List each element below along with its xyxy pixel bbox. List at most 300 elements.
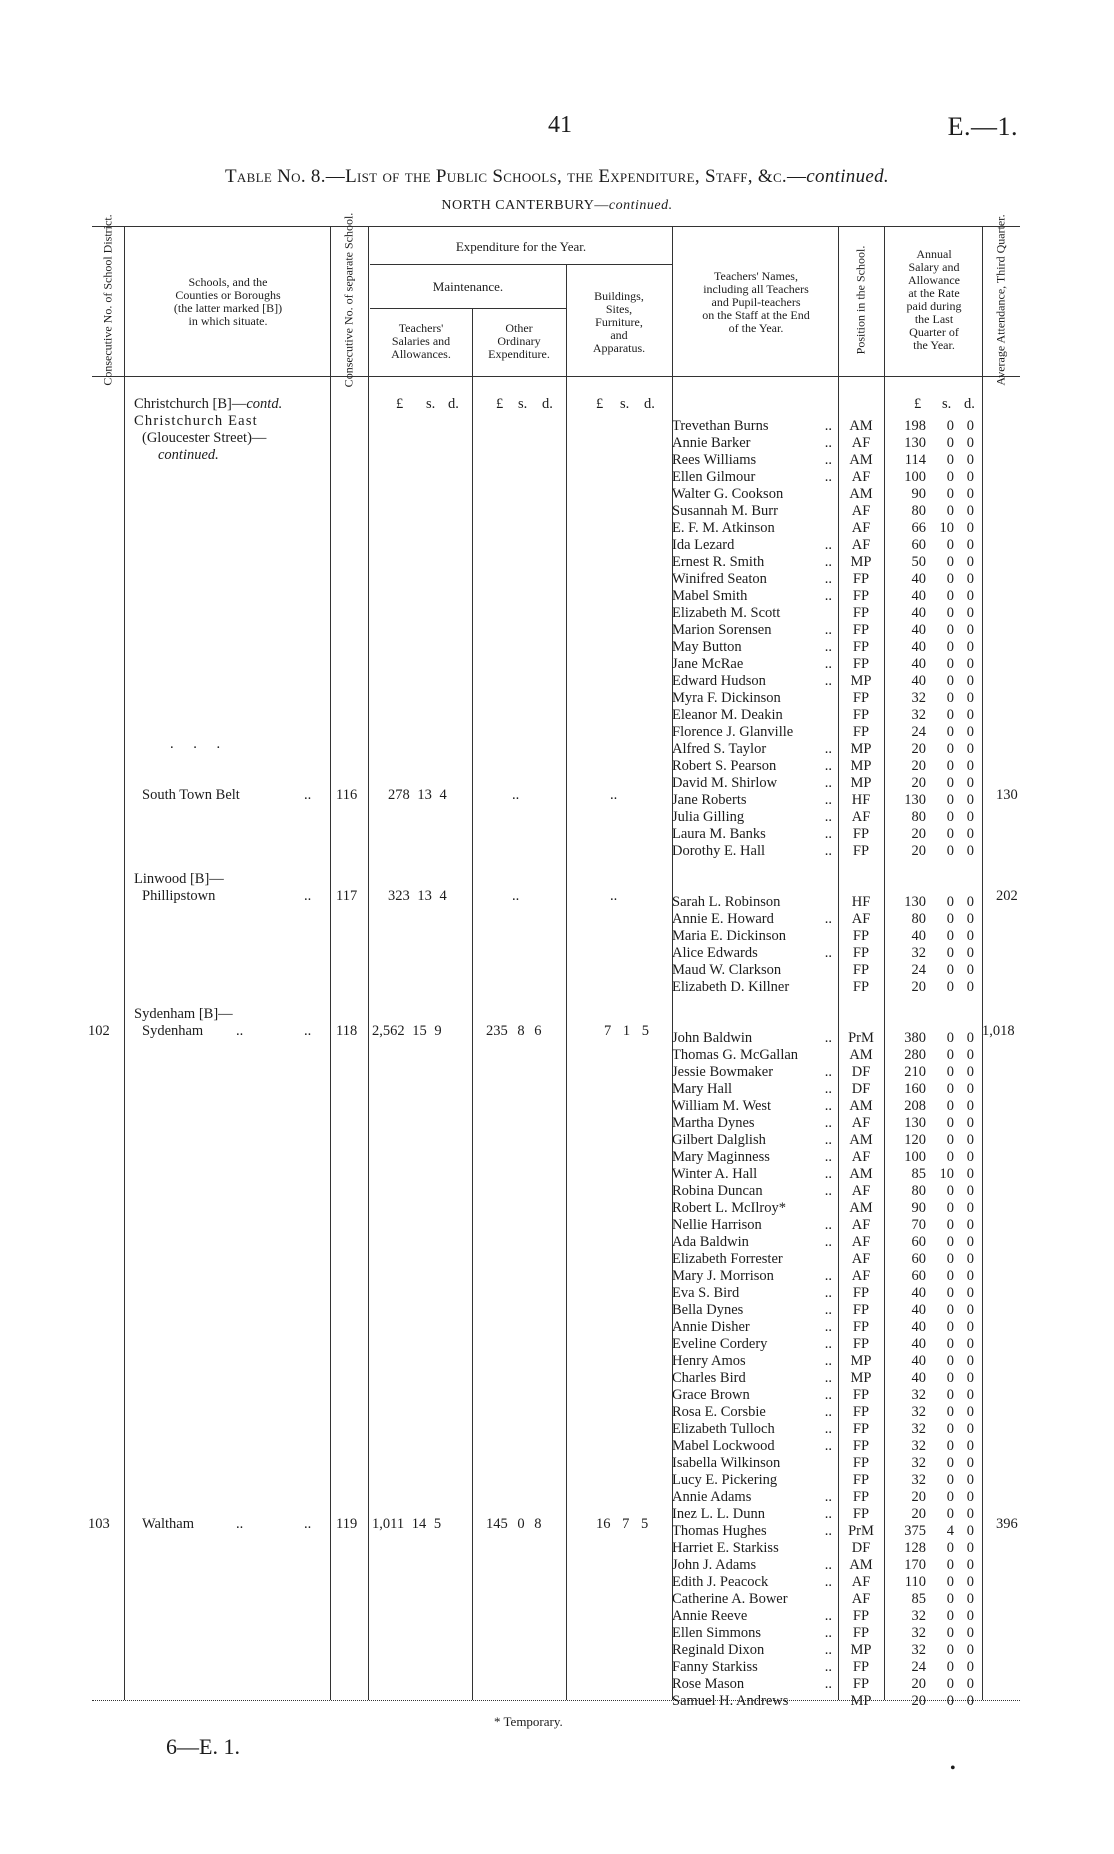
teacher-salary-pence: 0 — [966, 1115, 974, 1131]
teacher-salary-row — [886, 707, 978, 724]
teacher-salary-pounds: 130 — [904, 792, 926, 808]
teacher-name-row — [672, 639, 834, 656]
teacher-salary-row — [886, 1132, 978, 1149]
teacher-salary-pounds: 114 — [904, 452, 926, 468]
teacher-salary-pounds — [886, 860, 926, 877]
teacher-name-leader: .. — [824, 1353, 832, 1369]
teacher-name: Rose Mason — [672, 1676, 745, 1692]
teacher-salary-shillings: 0 — [946, 1030, 954, 1046]
teacher-salary-pence: 0 — [966, 639, 974, 655]
teacher-salary-row — [886, 1064, 978, 1081]
teacher-salary-shillings: 0 — [946, 741, 954, 757]
teacher-name: Edward Hudson — [672, 673, 766, 689]
teacher-salary-shillings: 0 — [946, 1302, 954, 1318]
teacher-salary-row — [886, 996, 978, 1013]
teacher-position: FP — [852, 843, 870, 859]
teacher-salary-shillings: 0 — [946, 605, 954, 621]
subtitle-region: NORTH CANTERBURY— — [441, 198, 609, 213]
teacher-name-leader: .. — [824, 418, 832, 434]
col-divider-2 — [330, 226, 331, 1700]
teacher-salary-shillings: 0 — [946, 911, 954, 927]
teacher-salary-row — [886, 656, 978, 673]
teacher-salary-pounds: 32 — [911, 1421, 926, 1437]
header-line: Apparatus. — [592, 341, 646, 355]
teacher-position: MP — [850, 775, 872, 791]
teacher-salary-shillings: 10 — [939, 1166, 954, 1182]
header-line: and — [610, 328, 628, 342]
teacher-name-leader: .. — [824, 843, 832, 859]
teacher-salary-row — [886, 1268, 978, 1285]
teacher-salary-pence: 0 — [966, 843, 974, 859]
teacher-name: Laura M. Banks — [672, 826, 766, 842]
teacher-position: AF — [851, 1149, 871, 1165]
teacher-salary-row — [886, 452, 978, 469]
teacher-name-row — [672, 945, 834, 962]
header-line: the Year. — [913, 338, 955, 352]
teacher-position: FP — [852, 962, 870, 978]
teacher-salary-pounds: 210 — [904, 1064, 926, 1080]
teacher-salary-pounds: 40 — [911, 656, 926, 672]
col-divider-7 — [838, 226, 839, 1700]
teacher-position: AM — [849, 1047, 873, 1063]
teacher-position: AF — [851, 1251, 871, 1267]
school-waltham: Waltham — [142, 1516, 194, 1532]
teacher-salary-shillings: 0 — [946, 1234, 954, 1250]
teacher-salary-row — [886, 503, 978, 520]
teacher-salary-pence: 0 — [966, 486, 974, 502]
teacher-position: AM — [849, 1166, 873, 1182]
school-christchurch-street: (Gloucester Street)— — [142, 430, 267, 446]
teacher-position: FP — [852, 1608, 870, 1624]
teacher-position — [840, 1013, 882, 1030]
teacher-position: FP — [852, 1302, 870, 1318]
teacher-salary-pounds — [886, 996, 926, 1013]
teacher-salary-shillings: 0 — [946, 690, 954, 706]
teacher-salary-shillings — [926, 1013, 954, 1030]
teacher-salary-pounds: 20 — [911, 1676, 926, 1692]
teacher-position: HF — [851, 792, 871, 808]
teacher-salary-pounds: 128 — [904, 1540, 926, 1556]
teacher-salary-pence: 0 — [966, 741, 974, 757]
header-line: Quarter of — [909, 325, 959, 339]
school-southtown-build: .. — [610, 787, 618, 803]
footnote: * Temporary. — [494, 1714, 563, 1729]
teacher-salary-shillings: 0 — [946, 1268, 954, 1284]
teacher-salary-row — [886, 554, 978, 571]
table-top-rule — [92, 226, 1020, 227]
teacher-salary-row — [886, 979, 978, 996]
teacher-salary-shillings: 0 — [946, 826, 954, 842]
teacher-name-row — [672, 1183, 834, 1200]
teacher-salary-pounds: 40 — [911, 1285, 926, 1301]
teacher-salary-shillings: 0 — [946, 1608, 954, 1624]
teacher-salary-pounds: 32 — [911, 1625, 926, 1641]
teacher-position: AM — [849, 452, 873, 468]
header-line: Allowance — [908, 273, 960, 287]
teacher-name-row — [672, 1489, 834, 1506]
header-line: Sites, — [605, 302, 633, 316]
header-line: Buildings, — [594, 289, 644, 303]
table-title — [0, 166, 1114, 188]
teacher-salary-shillings: 0 — [946, 554, 954, 570]
teacher-salary-pence: 0 — [966, 418, 974, 434]
teacher-salary-pounds: 85 — [911, 1591, 926, 1607]
teacher-name-row — [672, 1319, 834, 1336]
attendance-southtown: 130 — [996, 787, 1018, 803]
teacher-salary-row — [886, 537, 978, 554]
teacher-salary-pence: 0 — [966, 690, 974, 706]
teacher-name-row — [672, 1166, 834, 1183]
teacher-salary-pence: 0 — [966, 1200, 974, 1216]
teacher-salary-pounds: 40 — [911, 571, 926, 587]
teacher-salary-pence: 0 — [966, 1472, 974, 1488]
teacher-salary-row — [886, 588, 978, 605]
teacher-salary-shillings: 0 — [946, 1098, 954, 1114]
header-schools-line: (the latter marked [B]) — [173, 301, 283, 315]
teacher-salary-shillings: 0 — [946, 1353, 954, 1369]
teacher-name-leader: .. — [824, 1183, 832, 1199]
teacher-position: DF — [851, 1540, 871, 1556]
teacher-position: AF — [851, 469, 871, 485]
teacher-salary-shillings: 0 — [946, 1472, 954, 1488]
teacher-salary-row — [886, 435, 978, 452]
teacher-salary-pounds: 60 — [911, 1268, 926, 1284]
teacher-position: FP — [852, 1676, 870, 1692]
teacher-salary-shillings: 0 — [946, 1149, 954, 1165]
teacher-salary-row — [886, 469, 978, 486]
teacher-salary-row — [886, 418, 978, 435]
expenditure-rule — [370, 264, 672, 265]
teacher-position: FP — [852, 707, 870, 723]
teacher-salary-pence: 0 — [966, 1608, 974, 1624]
header-expenditure: Expenditure for the Year. — [455, 239, 587, 254]
school-christchurch-borough: Christchurch [B]— — [134, 396, 247, 412]
teacher-salary-pence: 0 — [966, 537, 974, 553]
header-line: Teachers' — [398, 321, 444, 335]
teacher-name-row — [672, 1506, 834, 1523]
teacher-salary-pence: 0 — [966, 1047, 974, 1063]
teacher-name-leader: .. — [824, 1421, 832, 1437]
teacher-salary-shillings: 0 — [946, 945, 954, 961]
teacher-name: Edith J. Peacock — [672, 1574, 769, 1590]
teacher-salary-pence: 0 — [966, 1489, 974, 1505]
teacher-salary-shillings: 0 — [946, 1659, 954, 1675]
teacher-name-row — [672, 673, 834, 690]
teacher-salary-shillings: 0 — [946, 1047, 954, 1063]
teacher-position: AM — [849, 1098, 873, 1114]
teacher-name-row — [672, 571, 834, 588]
teacher-salary-pounds: 32 — [911, 1438, 926, 1454]
teacher-salary-pounds: 24 — [911, 962, 926, 978]
teacher-name-row — [672, 724, 834, 741]
teacher-name-leader: .. — [824, 1115, 832, 1131]
teacher-salary-pounds — [886, 1013, 926, 1030]
teacher-name: Winifred Seaton — [672, 571, 767, 587]
teacher-salary-row — [886, 792, 978, 809]
teacher-salary-pounds: 50 — [911, 554, 926, 570]
teacher-salary-row — [886, 1370, 978, 1387]
teacher-salary-shillings: 0 — [946, 1693, 954, 1709]
teacher-salary-shillings: 0 — [946, 1115, 954, 1131]
teacher-position: FP — [852, 1659, 870, 1675]
teacher-salary-row — [886, 1540, 978, 1557]
col-divider-8 — [884, 226, 885, 1700]
teacher-name-row — [672, 690, 834, 707]
teacher-salary-pence: 0 — [966, 452, 974, 468]
teacher-salary-pence: 0 — [966, 1302, 974, 1318]
teacher-salary-pence: 0 — [966, 809, 974, 825]
teacher-salary-shillings: 0 — [946, 469, 954, 485]
teacher-salary-pence: 0 — [966, 503, 974, 519]
unit-teachers-s: s. — [426, 396, 436, 412]
teacher-salary-row — [886, 1115, 978, 1132]
teacher-name-leader: .. — [824, 571, 832, 587]
teacher-salary-shillings: 0 — [946, 452, 954, 468]
teacher-salary-row — [886, 1608, 978, 1625]
teacher-name-row — [672, 860, 834, 877]
teacher-salary-shillings: 0 — [946, 1404, 954, 1420]
teacher-salary-row — [886, 860, 978, 877]
teacher-name: Bella Dynes — [672, 1302, 744, 1318]
teacher-salary-row — [886, 1489, 978, 1506]
teacher-name-row — [672, 418, 834, 435]
teacher-salary-shillings: 0 — [946, 775, 954, 791]
teacher-name: Eva S. Bird — [672, 1285, 740, 1301]
teacher-name-row — [672, 1523, 834, 1540]
teacher-name-leader: .. — [824, 1404, 832, 1420]
teacher-salary-shillings: 0 — [946, 1540, 954, 1556]
teacher-salary-pounds — [886, 877, 926, 894]
unit-other-d: d. — [542, 396, 553, 412]
school-southtown-salaries: 278 13 4 — [388, 787, 447, 803]
teacher-salary-row — [886, 1149, 978, 1166]
school-waltham-dots-a: .. — [236, 1516, 244, 1532]
teacher-salary-pence: 0 — [966, 962, 974, 978]
teacher-name: Annie E. Howard — [672, 911, 774, 927]
header-line: the Last — [914, 312, 954, 326]
teacher-name-row — [672, 469, 834, 486]
teacher-name-row — [672, 1285, 834, 1302]
teacher-salary-pence — [954, 877, 974, 894]
teacher-name-row — [672, 1591, 834, 1608]
teacher-salary-shillings: 0 — [946, 1642, 954, 1658]
unit-build-l: £ — [596, 396, 604, 412]
teacher-name-leader: .. — [824, 1217, 832, 1233]
teacher-name-row — [672, 1217, 834, 1234]
teacher-salary-pounds: 32 — [911, 945, 926, 961]
teacher-salary-shillings: 0 — [946, 1336, 954, 1352]
teacher-name: Jane Roberts — [672, 792, 747, 808]
teacher-salary-pounds: 32 — [911, 1642, 926, 1658]
teacher-name-row — [672, 1557, 834, 1574]
teacher-name: Trevethan Burns — [672, 418, 769, 434]
teacher-name-leader: .. — [824, 792, 832, 808]
header-line: Annual — [916, 247, 952, 261]
teacher-name-row — [672, 1387, 834, 1404]
school-waltham-dots-b: .. — [304, 1516, 312, 1532]
school-linwood-other: .. — [512, 888, 520, 904]
teacher-position: FP — [852, 928, 870, 944]
teacher-name: Ellen Simmons — [672, 1625, 762, 1641]
attendance-linwood: 202 — [996, 888, 1018, 904]
teacher-name-row — [672, 1404, 834, 1421]
teacher-name: Dorothy E. Hall — [672, 843, 766, 859]
teacher-salary-row — [886, 1642, 978, 1659]
teacher-salary-pence: 0 — [966, 605, 974, 621]
teacher-salary-pounds: 375 — [904, 1523, 926, 1539]
teacher-salary-row — [886, 1319, 978, 1336]
teacher-salary-shillings: 0 — [946, 1489, 954, 1505]
teacher-name-leader: .. — [824, 826, 832, 842]
teacher-name-row — [672, 1676, 834, 1693]
teacher-position: FP — [852, 571, 870, 587]
teacher-salary-row — [886, 1013, 978, 1030]
teacher-position: FP — [852, 605, 870, 621]
col-divider-4 — [472, 308, 473, 1700]
header-line: Salaries and — [391, 334, 451, 348]
teacher-name-row — [672, 1455, 834, 1472]
teacher-name: Alice Edwards — [672, 945, 758, 961]
teacher-salary-row — [886, 1081, 978, 1098]
teacher-salary-pounds: 60 — [911, 1234, 926, 1250]
teacher-position: AM — [849, 1200, 873, 1216]
teacher-name: Eveline Cordery — [672, 1336, 768, 1352]
teacher-name: Harriet E. Starkiss — [672, 1540, 779, 1556]
teacher-salaries-column — [886, 418, 978, 1710]
teacher-salary-row — [886, 1404, 978, 1421]
teacher-name-leader: .. — [824, 775, 832, 791]
teacher-salary-pence: 0 — [966, 1387, 974, 1403]
teacher-salary-pounds: 40 — [911, 1336, 926, 1352]
teacher-salary-row — [886, 877, 978, 894]
teacher-salary-shillings: 0 — [946, 673, 954, 689]
header-line: at the Rate — [908, 286, 960, 300]
teacher-salary-pence — [954, 996, 974, 1013]
teacher-position: FP — [852, 588, 870, 604]
header-schools — [128, 276, 328, 328]
teacher-name-leader: .. — [824, 1557, 832, 1573]
teacher-name: David M. Shirlow — [672, 775, 778, 791]
teacher-salary-pence: 0 — [966, 1421, 974, 1437]
header-line: Other — [505, 321, 533, 335]
teacher-name-row — [672, 843, 834, 860]
teacher-position: DF — [851, 1081, 871, 1097]
header-line: and Pupil-teachers — [711, 295, 801, 309]
teacher-salary-shillings: 0 — [946, 1557, 954, 1573]
teacher-salary-pence: 0 — [966, 520, 974, 536]
teacher-salary-row — [886, 1047, 978, 1064]
teacher-salary-pounds: 40 — [911, 1353, 926, 1369]
teacher-salary-pounds: 32 — [911, 707, 926, 723]
teacher-salary-row — [886, 962, 978, 979]
teacher-salary-pence: 0 — [966, 1268, 974, 1284]
teacher-position: AF — [851, 503, 871, 519]
header-schools-line: in which situate. — [188, 314, 268, 328]
teacher-position: FP — [852, 1438, 870, 1454]
teacher-name: Annie Disher — [672, 1319, 750, 1335]
teacher-name-row — [672, 1370, 834, 1387]
teacher-salary-row — [886, 1557, 978, 1574]
teacher-position: FP — [852, 979, 870, 995]
teacher-salary-pounds: 20 — [911, 758, 926, 774]
header-other-expenditure — [472, 322, 566, 361]
teacher-name-row — [672, 758, 834, 775]
header-teachers-salaries — [370, 322, 472, 361]
teacher-name: Annie Reeve — [672, 1608, 748, 1624]
teacher-name-row — [672, 1047, 834, 1064]
teacher-salary-pence: 0 — [966, 894, 974, 910]
teacher-position: AF — [851, 1183, 871, 1199]
teacher-name: Thomas Hughes — [672, 1523, 767, 1539]
teacher-name-leader: .. — [824, 1285, 832, 1301]
header-line: Furniture, — [595, 315, 643, 329]
teacher-salary-row — [886, 690, 978, 707]
teacher-salary-pounds: 130 — [904, 894, 926, 910]
header-bottom-rule — [92, 376, 1020, 377]
teacher-position: FP — [852, 639, 870, 655]
teacher-name: Ernest R. Smith — [672, 554, 765, 570]
teacher-salary-pounds: 70 — [911, 1217, 926, 1233]
teacher-salary-pounds: 32 — [911, 1608, 926, 1624]
school-southtown-no: 116 — [336, 787, 358, 803]
teacher-position: FP — [852, 945, 870, 961]
teacher-salary-row — [886, 809, 978, 826]
unit-salary-s: s. — [942, 396, 952, 412]
teacher-name: Charles Bird — [672, 1370, 746, 1386]
teacher-salary-pounds: 110 — [904, 1574, 926, 1590]
teacher-salary-row — [886, 1336, 978, 1353]
school-christchurch-dots: . . . — [170, 736, 229, 752]
teacher-name-leader: .. — [824, 452, 832, 468]
school-phillipstown-dots: .. — [304, 888, 312, 904]
teacher-salary-row — [886, 1217, 978, 1234]
teacher-salary-pence: 0 — [966, 1455, 974, 1471]
school-phillipstown: Phillipstown — [142, 888, 216, 904]
header-line: Allowances. — [391, 347, 451, 361]
teacher-salary-pounds: 60 — [911, 1251, 926, 1267]
teacher-salary-pounds: 100 — [904, 1149, 926, 1165]
teacher-salary-pounds: 32 — [911, 1472, 926, 1488]
teacher-salary-pence: 0 — [966, 1183, 974, 1199]
district-waltham: 103 — [88, 1516, 110, 1532]
teacher-salary-row — [886, 1472, 978, 1489]
teacher-position: AF — [851, 1268, 871, 1284]
teacher-name-row — [672, 826, 834, 843]
header-school-no: Consecutive No. of separate School. — [341, 212, 356, 388]
teacher-position: MP — [850, 673, 872, 689]
teacher-salary-pounds: 32 — [911, 690, 926, 706]
unit-build-d: d. — [644, 396, 655, 412]
header-line: of the Year. — [728, 321, 784, 335]
teacher-name: Winter A. Hall — [672, 1166, 758, 1182]
bullet-mark: • — [950, 1760, 956, 1777]
teacher-salary-row — [886, 1353, 978, 1370]
teacher-salary-pounds: 198 — [904, 418, 926, 434]
col-divider-3 — [368, 226, 369, 1700]
teacher-name: Fanny Starkiss — [672, 1659, 758, 1675]
teacher-name: John Baldwin — [672, 1030, 753, 1046]
teacher-salary-row — [886, 1200, 978, 1217]
teacher-position: HF — [851, 894, 871, 910]
teacher-salary-row — [886, 1455, 978, 1472]
teacher-name-leader: .. — [824, 758, 832, 774]
header-buildings — [566, 290, 672, 355]
teacher-salary-row — [886, 605, 978, 622]
school-southtown-dots: .. — [304, 787, 312, 803]
teacher-salary-shillings: 0 — [946, 1132, 954, 1148]
teacher-name-row — [672, 435, 834, 452]
teacher-salary-shillings: 0 — [946, 1217, 954, 1233]
